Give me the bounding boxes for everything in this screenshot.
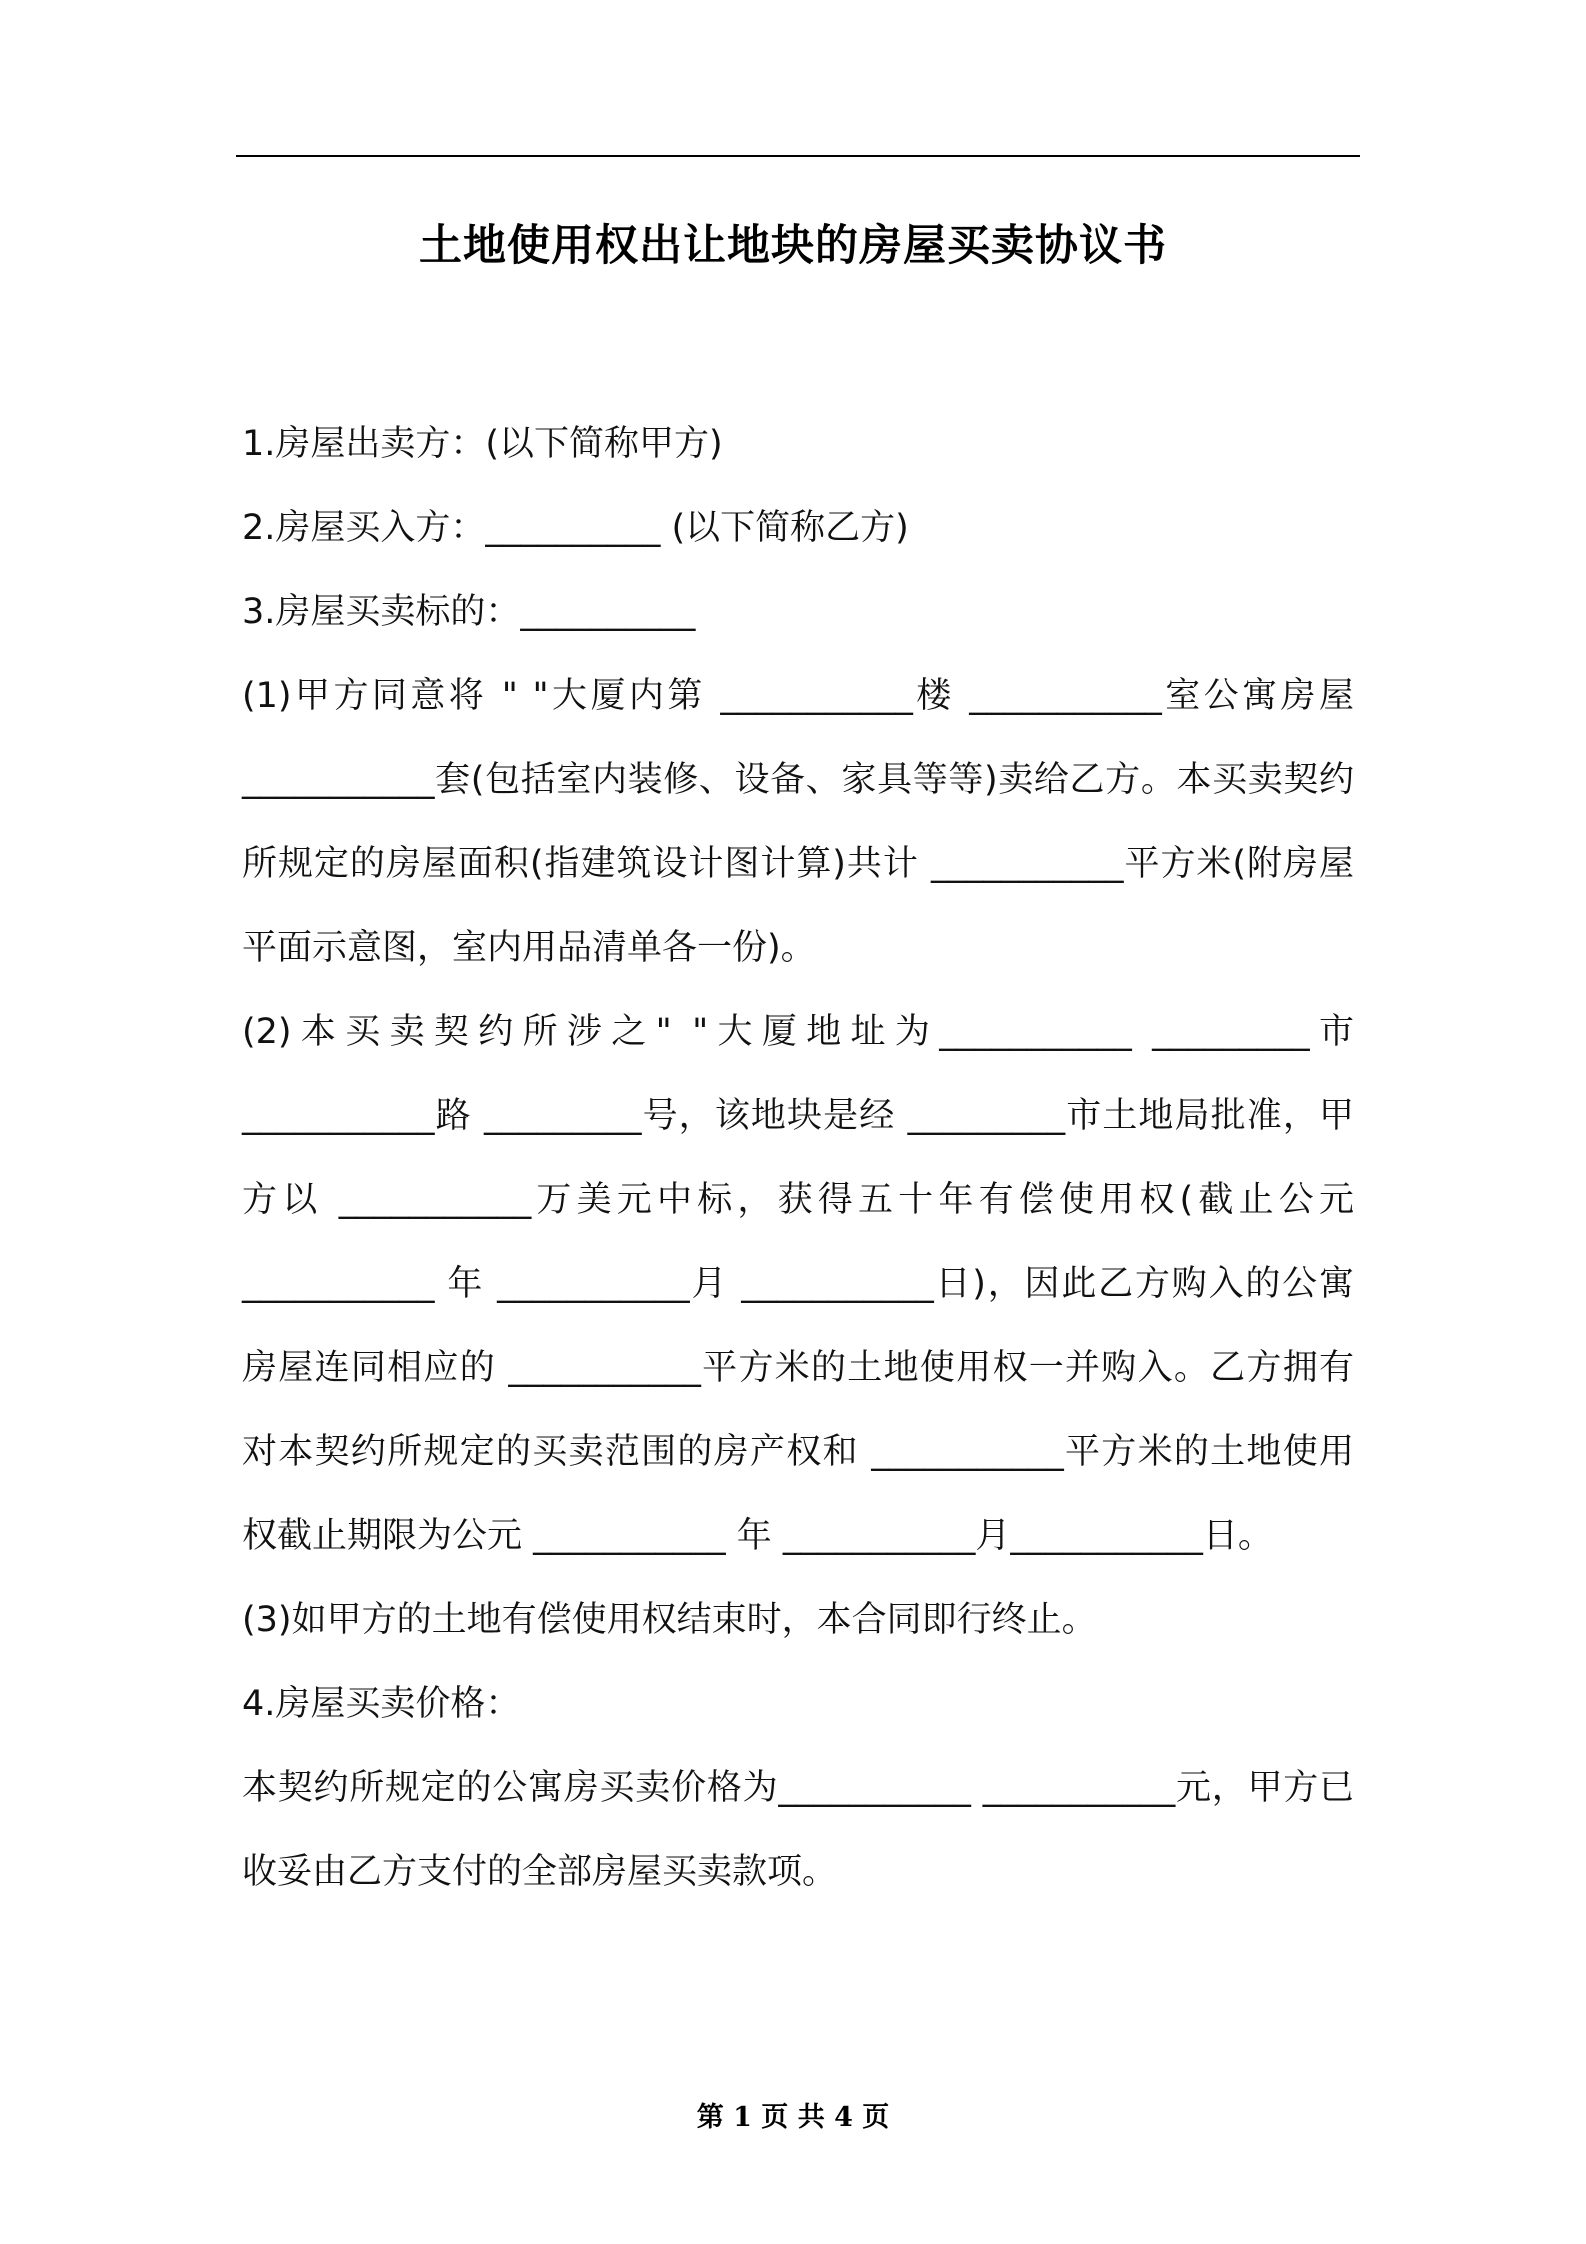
clause-subject: 3.房屋买卖标的：__________ <box>242 592 696 632</box>
clause-price-heading: 4.房屋买卖价格： <box>242 1684 521 1724</box>
document-body <box>242 402 1354 1914</box>
document-title: 土地使用权出让地块的房屋买卖协议书 <box>419 221 1167 271</box>
header-rule <box>236 155 1360 157</box>
clause-seller: 1.房屋出卖方：(以下简称甲方) <box>242 424 723 464</box>
clause-subject-item-1: (1)甲方同意将 " "大厦内第 ___________楼 ___________室公寓房屋 ___________套(包括室内装修、设备、家具等等)卖给乙方。本买卖契约所规定的房屋面积(指建筑设计图计算)共计 ___________平方米(附房屋平面示意图，室内用品清单各一份)。 <box>242 676 1354 968</box>
clause-subject-item-3: (3)如甲方的土地有偿使用权结束时，本合同即行终止。 <box>242 1600 1097 1640</box>
clause-subject-item-2: (2)本买卖契约所涉之" "大厦地址为___________ _________市___________路 _________号，该地块是经 _________市土地局批准，甲方以 ___________万美元中标，获得五十年有偿使用权(截止公元___________ 年 ___________月 ___________日)，因此乙方购入的公寓房屋连同相应的 ___________平方米的土地使用权一并购入。乙方拥有对本契约所规定的买卖范围的房产权和 ___________平方米的土地使用权截止期限为公元 ___________ 年 ___________月___________日。 <box>242 1012 1354 1556</box>
clause-buyer: 2.房屋买入方：__________ (以下简称乙方) <box>242 508 909 548</box>
clause-price-text: 本契约所规定的公寓房买卖价格为___________ ___________元，甲方已收妥由乙方支付的全部房屋买卖款项。 <box>242 1768 1354 1892</box>
page-number: 第 1 页 共 4 页 <box>696 2102 890 2133</box>
